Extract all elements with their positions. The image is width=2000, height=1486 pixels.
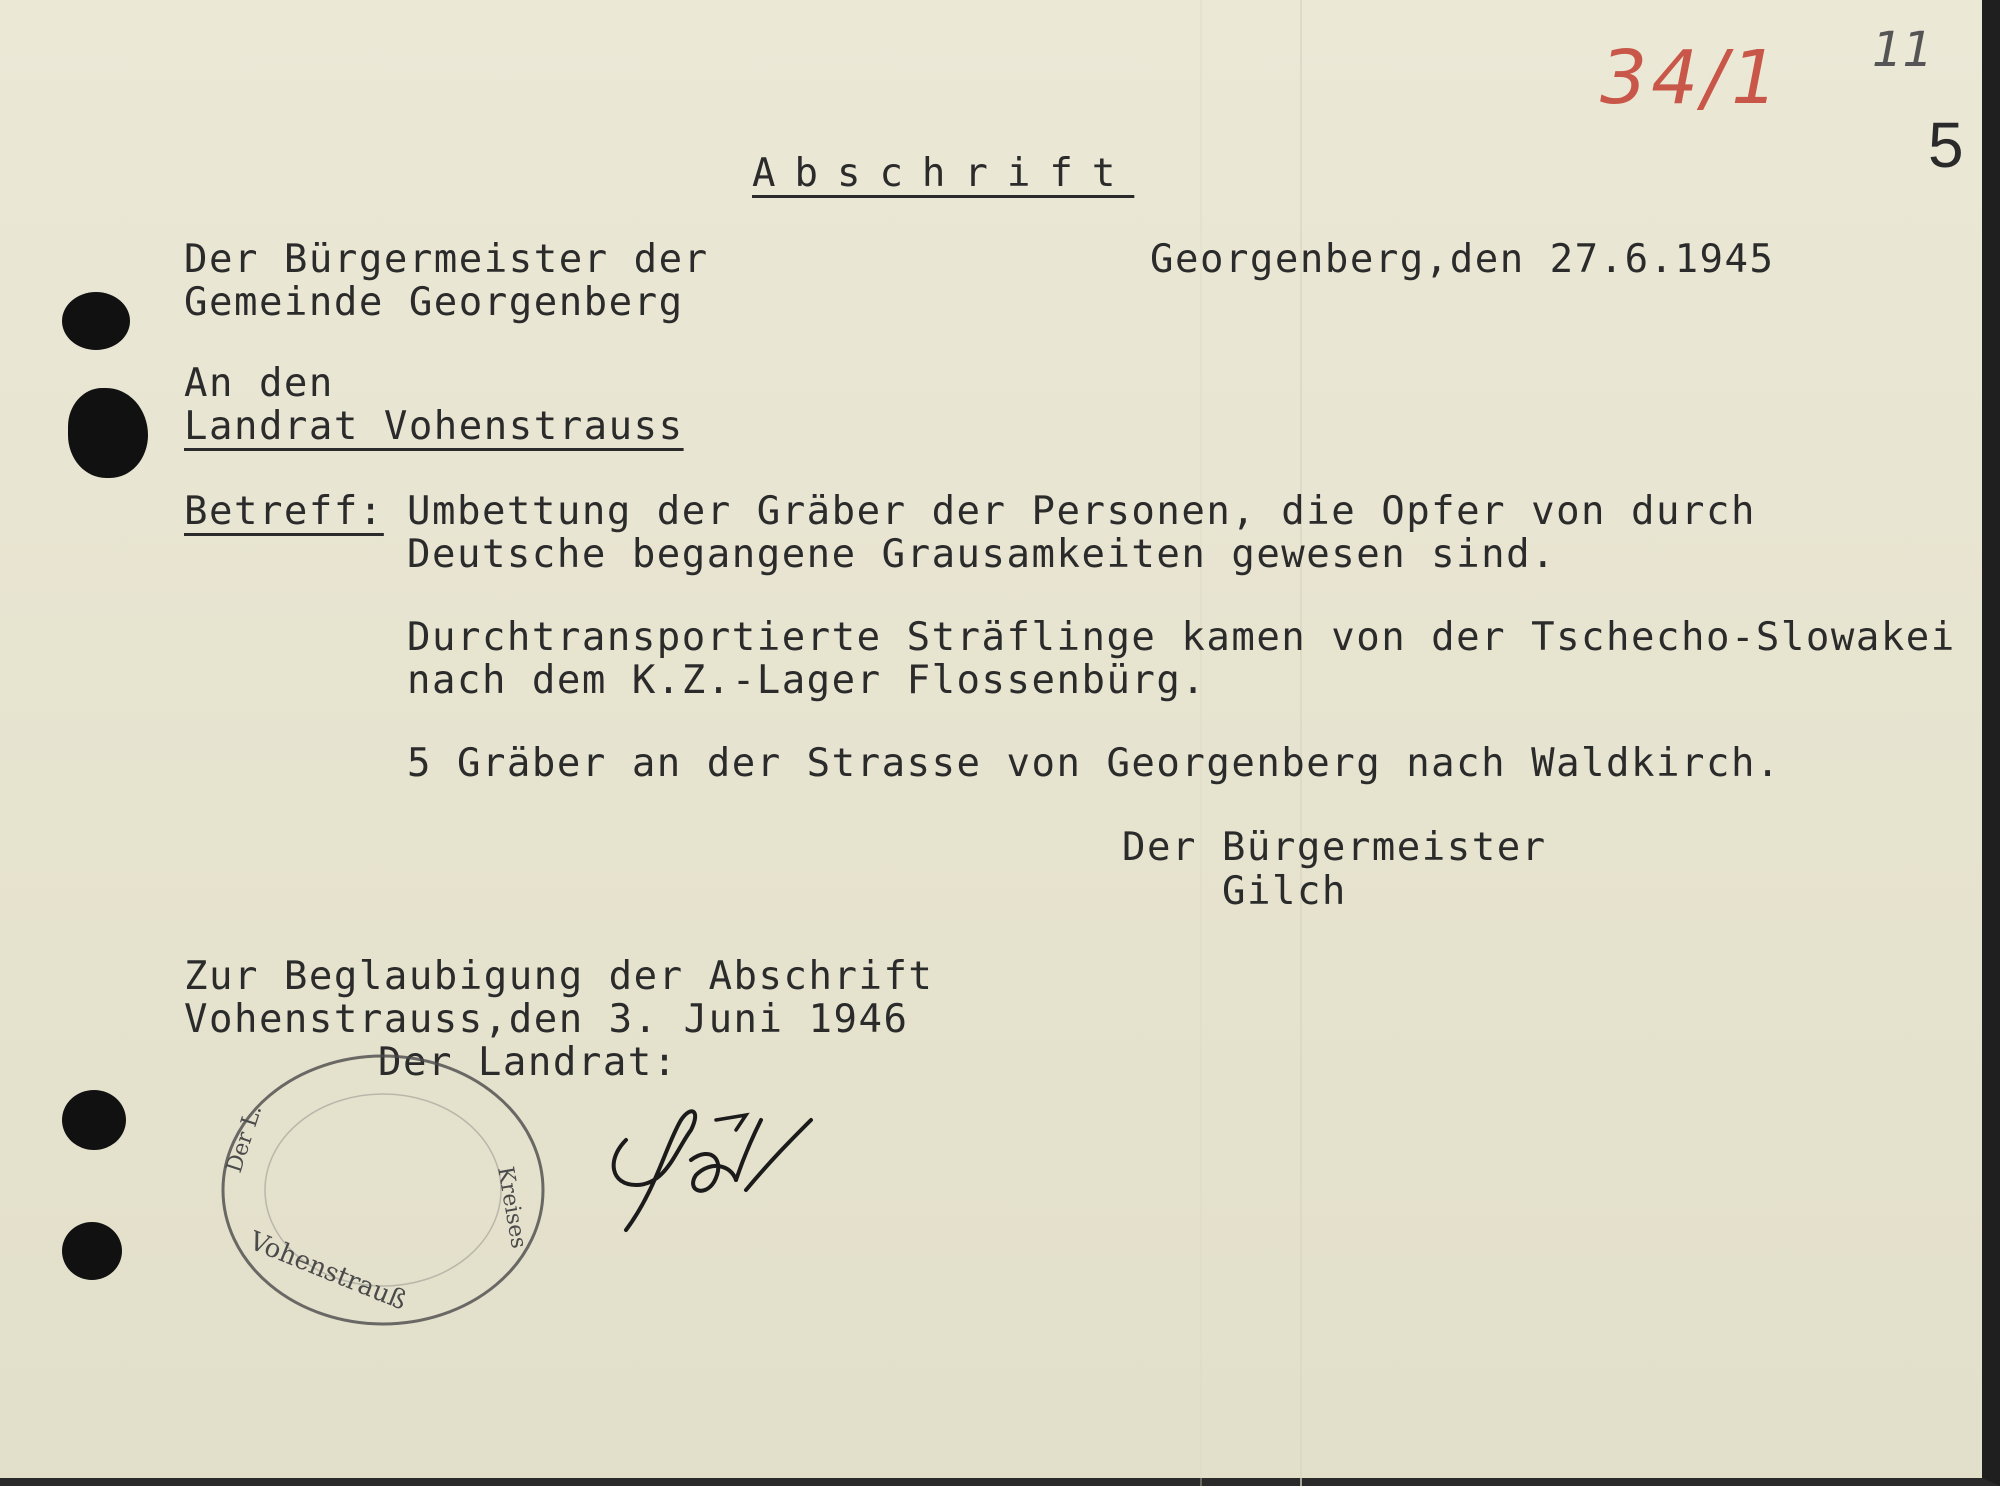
recipient-line-1: An den [184,361,334,406]
sender-line-1: Der Bürgermeister der [184,237,709,282]
page-number: 5 [1928,109,1964,181]
certification-line-1: Zur Beglaubigung der Abschrift [184,954,934,999]
handwritten-signature [596,1090,826,1240]
body-paragraph-1-line-2: nach dem K.Z.-Lager Flossenbürg. [407,658,1207,703]
punch-hole [68,388,148,478]
punch-hole [62,292,130,350]
signatory-title: Der Bürgermeister [1122,825,1547,870]
svg-text:Der L.: Der L. [221,1101,268,1176]
subject-line-2: Deutsche begangene Grausamkeiten gewesen sind. [407,532,1557,577]
recipient-line-2: Landrat Vohenstrauss [184,404,684,449]
svg-text:Vohenstrauß: Vohenstrauß [244,1226,411,1317]
document-title: Abschrift [752,151,1135,196]
punch-hole [62,1222,122,1280]
subject-line-1: Umbettung der Gräber der Personen, die Opfer von durch [407,489,1756,534]
svg-text:Kreises: Kreises [492,1164,532,1251]
official-stamp [218,1048,558,1338]
subject-label: Betreff: [184,489,384,534]
place-date: Georgenberg,den 27.6.1945 [1150,237,1775,282]
body-paragraph-2: 5 Gräber an der Strasse von Georgenberg nach Waldkirch. [407,741,1781,786]
signatory-name: Gilch [1222,869,1347,914]
corner-mark-annotation: 11 [1872,22,1934,78]
punch-hole [62,1090,126,1150]
body-paragraph-1-line-1: Durchtransportierte Sträflinge kamen von der Tschecho-Slowakei [407,615,1956,660]
certification-line-2: Vohenstrauss,den 3. Juni 1946 [184,997,909,1042]
sender-line-2: Gemeinde Georgenberg [184,280,684,325]
archive-reference-annotation: 34/1 [1600,35,1783,121]
certification-line-3: Der Landrat: [378,1040,678,1085]
